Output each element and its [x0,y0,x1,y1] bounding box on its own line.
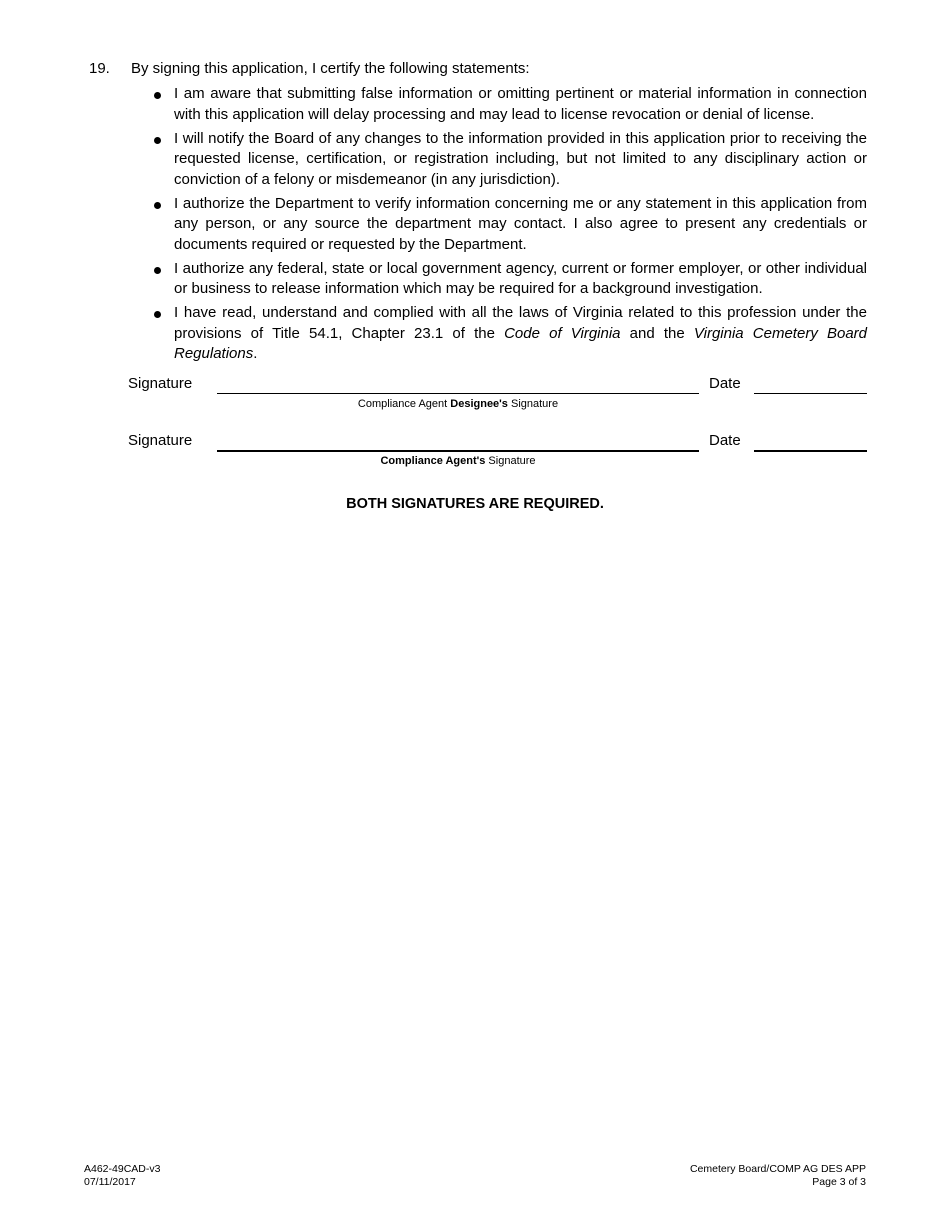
statement-text: I authorize any federal, state or local government agency, current or former employer, or other individual or business to release information which may be required for a background investigation. [174,259,867,297]
certification-statement [150,303,867,365]
statement-text-part: I have read, understand and complied with all the laws of Virginia related to this profession under the provisions of Title 54.1, Chapter 23.1 of the [174,304,867,342]
bullet-icon [154,311,161,318]
designee-signature-field[interactable] [217,393,699,394]
certification-statement [150,129,867,191]
statement-text-part: . [253,345,258,362]
date-label: Date [709,375,741,392]
item-intro: By signing this application, I certify the following statements: [131,60,530,77]
bullet-icon [154,137,161,144]
designee-signature-row [0,375,950,415]
certification-list [150,84,867,368]
page-number: Page 3 of 3 [812,1176,866,1188]
designee-date-field[interactable] [754,393,867,394]
cemetery-board-regulations-title: Virginia Cemetery Board Regulations [174,324,868,362]
bullet-icon [154,202,161,209]
signature-caption [217,455,699,467]
signature-caption [217,398,699,410]
statement-text: I am aware that submitting false information or omitting pertinent or material information in connection with this application will delay processing and may lead to license revocation or denial of license. [174,85,867,123]
footer-right [690,1163,866,1189]
form-id: A462-49CAD-v3 [84,1163,161,1175]
caption-emphasis: Designee's [450,398,508,410]
date-label: Date [709,432,741,449]
agent-signature-field[interactable] [217,450,699,452]
certification-statement [150,259,867,300]
caption-text: Signature [507,398,559,410]
signature-label: Signature [128,375,193,392]
agent-signature-row [0,432,950,472]
bullet-icon [154,267,161,274]
caption-emphasis: Compliance Agent's [380,455,486,467]
signature-label: Signature [128,432,193,449]
statement-text: I will notify the Board of any changes to the information provided in this application prior to receiving the requested license, certification, or registration including, but not limited to any disciplinary action or conviction of a felony or misdemeanor (in any jurisdiction). [174,129,867,188]
statement-text-part: and the [620,324,694,342]
caption-text: Signature [485,455,536,467]
footer-left [84,1163,160,1189]
certification-statement [150,84,867,125]
board-app-name: Cemetery Board/COMP AG DES APP [689,1163,866,1175]
bullet-icon [154,92,161,99]
code-of-virginia-title: Code of Virginia [504,324,621,342]
agent-date-field[interactable] [754,450,867,452]
certification-statement [150,194,867,256]
form-date: 07/11/2017 [84,1176,136,1188]
item-number: 19. [89,60,110,77]
statement-text: I authorize the Department to verify information concerning me or any statement in this application from any person, or any source the department may contact. I also agree to present any credentials or documents required or requested by the Department. [174,194,867,253]
required-notice: BOTH SIGNATURES ARE REQUIRED. [346,496,604,512]
caption-text: Compliance Agent [357,398,451,410]
